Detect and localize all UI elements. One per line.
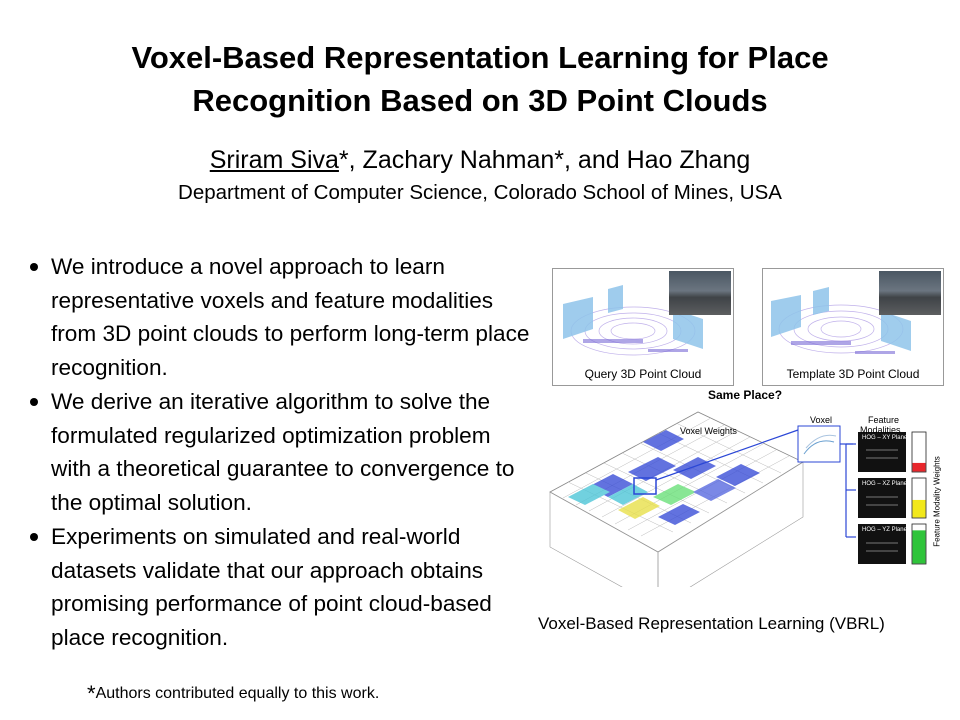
weight-bar-xy (913, 463, 926, 472)
hog-yz-label: HOG – YZ Plane (862, 527, 907, 533)
bullet-dot-icon (30, 398, 38, 406)
presenting-author: Sriram Siva (209, 146, 339, 174)
paper-title (0, 36, 960, 122)
same-place-label: Same Place? (708, 388, 783, 402)
footnote-text: Authors contributed equally to this work. (95, 685, 380, 702)
other-authors: *, Zachary Nahman*, and Hao Zhang (338, 146, 751, 174)
bullet-item (30, 385, 535, 519)
author-list (0, 143, 960, 177)
footnote-star: * (87, 681, 96, 706)
feature-modality-weights-axis: Feature Modality Weights (932, 456, 942, 547)
hog-xy-label: HOG – XY Plane (862, 435, 908, 441)
affiliation: Department of Computer Science, Colorado School of Mines, USA (178, 181, 782, 204)
template-camera-thumbnail (879, 271, 941, 315)
feature-modality-weight-bars (912, 432, 926, 564)
bullet-item (30, 250, 535, 384)
vbrl-figure (548, 262, 953, 587)
template-point-cloud-panel (762, 268, 944, 386)
bullet-text: Experiments on simulated and real-world datasets validate that our approach obtains promising performance of point cloud-based place recognition. (51, 524, 492, 650)
query-label: Query 3D Point Cloud (584, 367, 702, 381)
voxel-label: Voxel (810, 415, 833, 425)
footnote (87, 678, 379, 704)
voxel-zoom-panel (798, 426, 840, 462)
modalities-label: Modalities (860, 425, 901, 435)
title-line-2: Recognition Based on 3D Point Clouds (192, 83, 768, 118)
voxel-weights-label: Voxel Weights (680, 426, 737, 436)
query-point-cloud-panel (552, 268, 734, 386)
query-camera-thumbnail (669, 271, 731, 315)
figure-caption: Voxel-Based Representation Learning (VBRL) (538, 614, 885, 633)
feature-arrows (840, 444, 856, 537)
bullet-text: We derive an iterative algorithm to solve the formulated regularized optimization problem with a theoretical guarantee to convergence to the optimal solution. (51, 389, 515, 515)
hog-panels (858, 432, 906, 564)
title-line-1: Voxel-Based Representation Learning for Place (131, 40, 829, 75)
contribution-list (30, 250, 535, 655)
weight-bar-xz (913, 500, 926, 518)
bullet-text: We introduce a novel approach to learn representative voxels and feature modalities from 3D point clouds to perform long-term place recognition. (51, 254, 530, 380)
feature-label: Feature (868, 415, 900, 425)
weight-bar-yz (913, 530, 926, 563)
bullet-item (30, 520, 535, 654)
bullet-dot-icon (30, 533, 38, 541)
template-label: Template 3D Point Cloud (786, 367, 920, 381)
hog-xz-label: HOG – XZ Plane (862, 481, 908, 487)
bullet-dot-icon (30, 263, 38, 271)
